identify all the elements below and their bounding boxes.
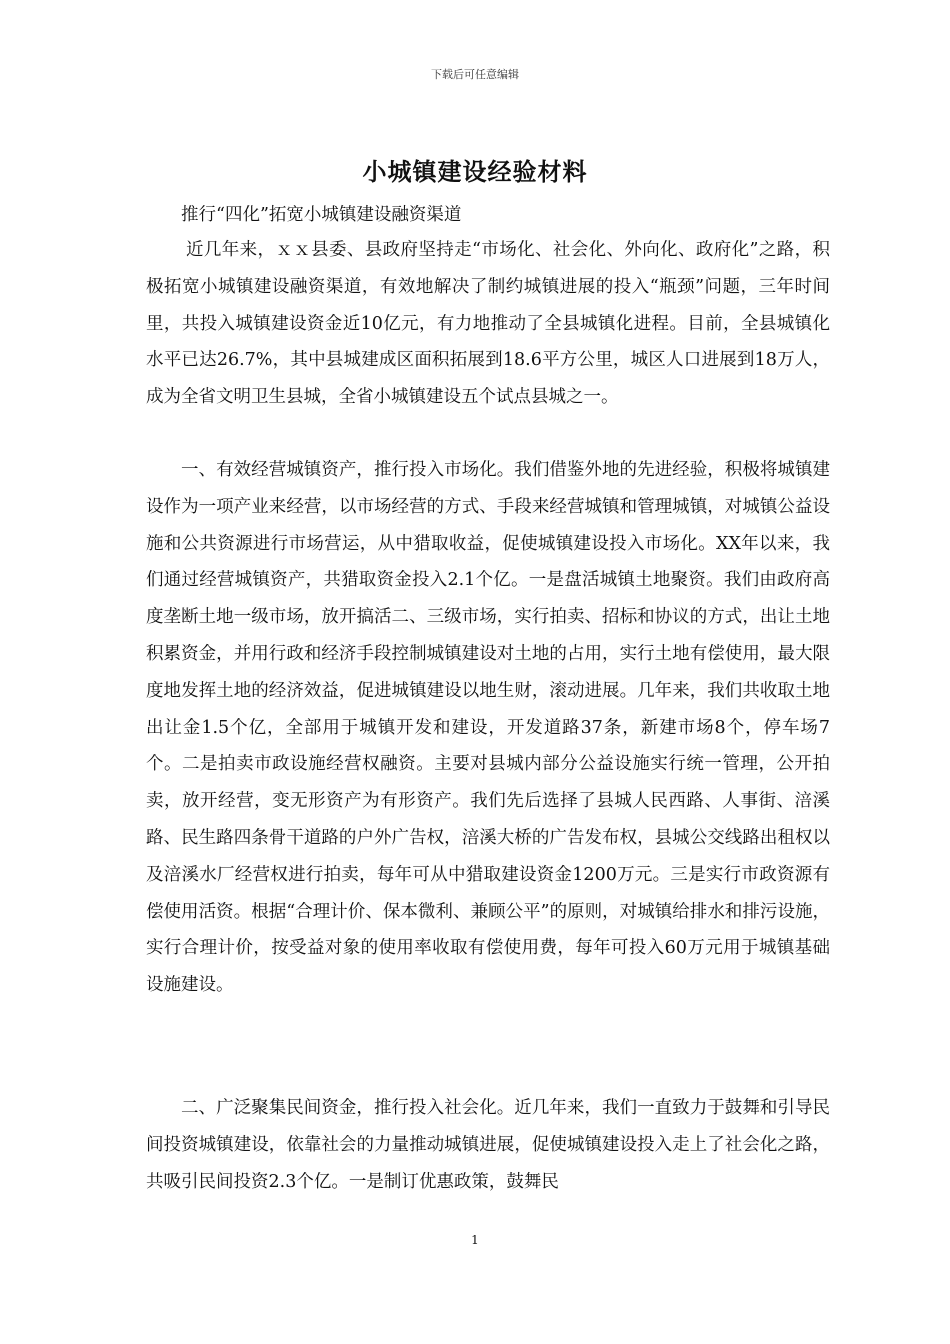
page-number: 1 [471,1233,479,1247]
document-subtitle: 推行“四化”拓宽小城镇建设融资渠道 [181,205,462,225]
document-title: 小城镇建设经验材料 [362,157,588,186]
paragraph-section-two: 二、广泛聚集民间资金，推行投入社会化。近几年来，我们一直致力于鼓舞和引导民间投资城镇建设，依靠社会的力量推动城镇进展，促使城镇建设投入走上了社会化之路，共吸引民间投资2.3个亿。一是制订优惠政策，鼓舞民 [146,1098,830,1192]
paragraph-section-one: 一、有效经营城镇资产，推行投入市场化。我们借鉴外地的先进经验，积极将城镇建设作为一项产业来经营，以市场经营的方式、手段来经营城镇和管理城镇，对城镇公益设施和公共资源进行市场营运，从中猎取收益，促使城镇建设投入市场化。XX年以来，我们通过经营城镇资产，共猎取资金投入2.1个亿。一是盘活城镇土地聚资。我们由政府高度垄断土地一级市场，放开搞活二、三级市场，实行拍卖、招标和协议的方式，出让土地积累资金，并用行政和经济手段控制城镇建设对土地的占用，实行土地有偿使用，最大限度地发挥土地的经济效益，促进城镇建设以地生财，滚动进展。几年来，我们共收取土地出让金1.5个亿，全部用于城镇开发和建设，开发道路37条，新建市场8个，停车场7个。二是拍卖市政设施经营权融资。主要对县城内部分公益设施实行统一管理，公开拍卖，放开经营，变无形资产为有形资产。我们先后选择了县城人民西路、人事街、涪溪路、民生路四条骨干道路的户外广告权，涪溪大桥的广告发布权，县城公交线路出租权以及涪溪水厂经营权进行拍卖，每年可从中猎取建设资金1200万元。三是实行市政资源有偿使用活资。根据“合理计价、保本微利、兼顾公平”的原则，对城镇给排水和排污设施，实行合理计价，按受益对象的使用率收取有偿使用费，每年可投入60万元用于城镇基础设施建设。 [146,460,830,996]
paragraph-intro: 近几年来，ｘｘ县委、县政府坚持走“市场化、社会化、外向化、政府化”之路，积极拓宽小城镇建设融资渠道，有效地解决了制约城镇进展的投入“瓶颈”问题，三年时间里，共投入城镇建设资金近10亿元，有力地推动了全县城镇化进程。目前，全县城镇化水平已达26.7%，其中县城建成区面积拓展到18.6平方公里，城区人口进展到18万人，成为全省文明卫生县城，全省小城镇建设五个试点县城之一。 [146,240,830,408]
download-note: 下载后可任意编辑 [431,68,519,81]
